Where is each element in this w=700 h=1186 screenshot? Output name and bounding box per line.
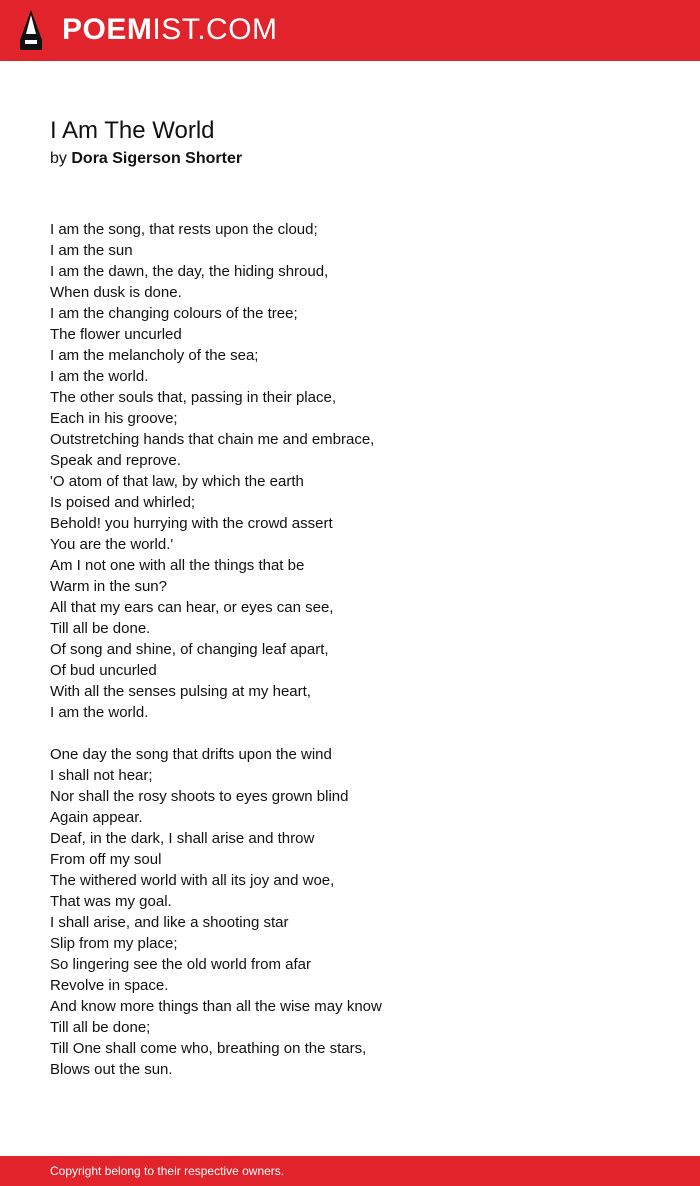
by-label: by <box>50 150 67 167</box>
poem-line: Nor shall the rosy shoots to eyes grown blind <box>50 788 349 805</box>
poem-line: Outstretching hands that chain me and embrace, <box>50 431 375 448</box>
poem-stanza-2 <box>50 744 650 1080</box>
poem-line: Behold! you hurrying with the crowd assert <box>50 515 333 532</box>
brand-name-light: IST.COM <box>152 13 278 46</box>
poem-header <box>50 116 650 169</box>
poem-line: I shall not hear; <box>50 767 153 784</box>
poem-stanza-1 <box>50 219 650 723</box>
poem-line: Slip from my place; <box>50 935 178 952</box>
poem-line: Revolve in space. <box>50 977 169 994</box>
poem-line: That was my goal. <box>50 893 172 910</box>
poem-line: Speak and reprove. <box>50 452 181 469</box>
poem-line: And know more things than all the wise may know <box>50 998 382 1015</box>
poem-line: I am the world. <box>50 368 149 385</box>
poem-line: Again appear. <box>50 809 143 826</box>
poem-line: I am the world. <box>50 704 149 721</box>
poem-line: Each in his groove; <box>50 410 178 427</box>
poem-line: I am the dawn, the day, the hiding shroud, <box>50 263 329 280</box>
pencil-tip-icon <box>18 9 44 51</box>
poem-line: 'O atom of that law, by which the earth <box>50 473 304 490</box>
poem-line: When dusk is done. <box>50 284 182 301</box>
poem-line: Of bud uncurled <box>50 662 157 679</box>
poem-line: The flower uncurled <box>50 326 182 343</box>
poem-line: With all the senses pulsing at my heart, <box>50 683 311 700</box>
poem-line: Am I not one with all the things that be <box>50 557 305 574</box>
poem-line: The other souls that, passing in their place, <box>50 389 336 406</box>
poem-line: I am the song, that rests upon the cloud; <box>50 221 318 238</box>
site-logo[interactable] <box>18 9 278 51</box>
poem-line: Warm in the sun? <box>50 578 167 595</box>
poem-line: I am the sun <box>50 242 133 259</box>
poem-line: Of song and shine, of changing leaf apart, <box>50 641 329 658</box>
brand-name <box>62 9 278 51</box>
poem-line: The withered world with all its joy and woe, <box>50 872 335 889</box>
poem-line: I am the changing colours of the tree; <box>50 305 298 322</box>
poem-line: Is poised and whirled; <box>50 494 196 511</box>
poem-title: I Am The World <box>50 117 215 144</box>
poem-line: Blows out the sun. <box>50 1061 173 1078</box>
poem-line: All that my ears can hear, or eyes can see, <box>50 599 334 616</box>
poem-line: I am the melancholy of the sea; <box>50 347 259 364</box>
brand-name-bold: POEM <box>62 13 153 46</box>
site-footer <box>0 1156 700 1186</box>
poem-byline <box>50 149 650 169</box>
poem-line: I shall arise, and like a shooting star <box>50 914 289 931</box>
poem-line: Till all be done; <box>50 1019 151 1036</box>
poem-line: You are the world.' <box>50 536 174 553</box>
poem-line: Till all be done. <box>50 620 151 637</box>
poem-line: Till One shall come who, breathing on the stars, <box>50 1040 367 1057</box>
copyright-notice: Copyright belong to their respective owners. <box>50 1164 285 1178</box>
site-header <box>0 0 700 61</box>
poem-line: One day the song that drifts upon the wind <box>50 746 332 763</box>
poem-line: So lingering see the old world from afar <box>50 956 311 973</box>
poem-line: From off my soul <box>50 851 162 868</box>
poem-line: Deaf, in the dark, I shall arise and throw <box>50 830 315 847</box>
poem-author: Dora Sigerson Shorter <box>71 150 243 167</box>
